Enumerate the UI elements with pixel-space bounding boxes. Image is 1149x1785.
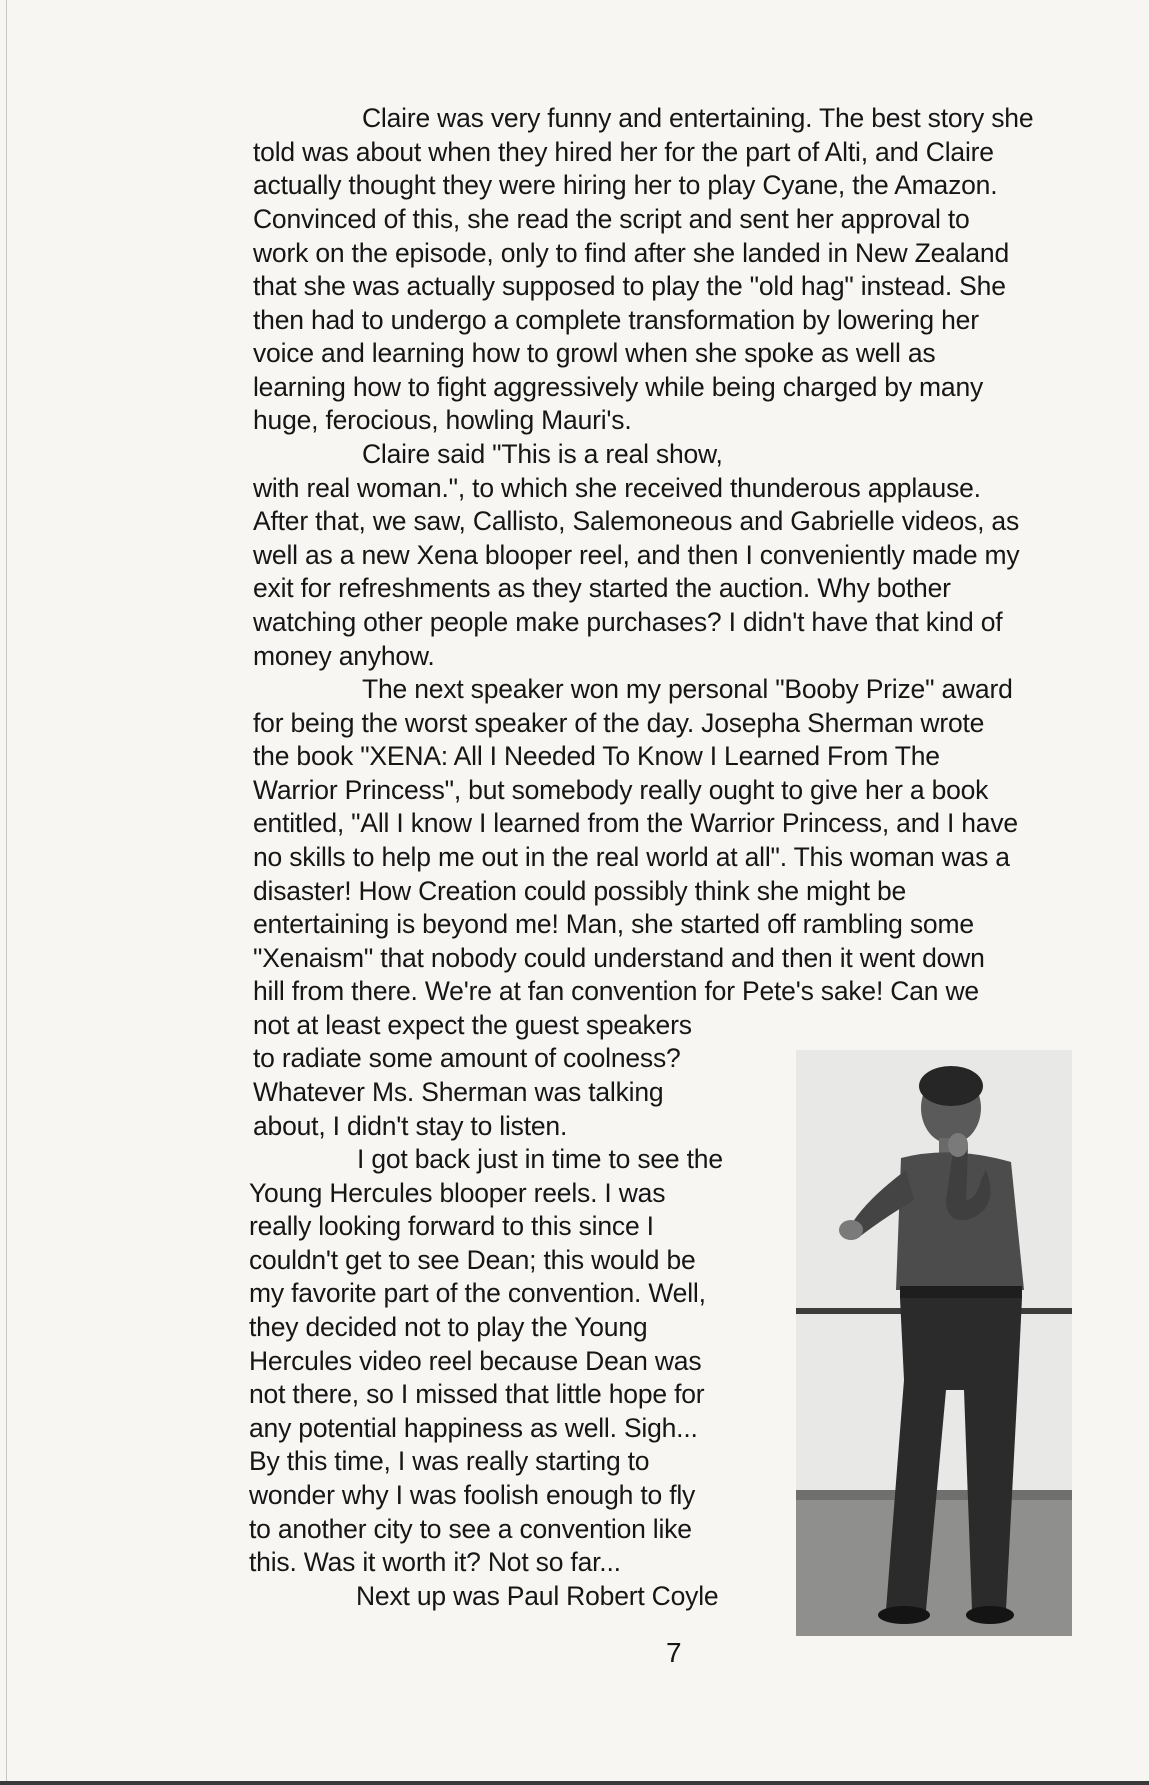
text-line: Young Hercules blooper reels. I was xyxy=(249,1178,666,1208)
text-line: huge, ferocious, howling Mauri's. xyxy=(253,405,632,435)
text-line: "Xenaism" that nobody could understand and then it went down xyxy=(253,943,985,973)
text-line: exit for refreshments as they started the auction. Why bother xyxy=(253,573,951,603)
text-line: with real woman.", to which she received thunderous applause. xyxy=(253,473,981,503)
text-line: Convinced of this, she read the script and sent her approval to xyxy=(253,204,970,234)
text-line: this. Was it worth it? Not so far... xyxy=(249,1547,621,1577)
text-line: I got back just in time to see the xyxy=(357,1144,723,1174)
text-line: By this time, I was really starting to xyxy=(249,1446,650,1476)
page-edge xyxy=(6,0,7,1785)
text-line: told was about when they hired her for the part of Alti, and Claire xyxy=(253,137,994,167)
text-line: The next speaker won my personal "Booby Prize" award xyxy=(362,674,1013,704)
text-line: actually thought they were hiring her to play Cyane, the Amazon. xyxy=(253,170,998,200)
text-line: about, I didn't stay to listen. xyxy=(253,1111,568,1141)
text-line: money anyhow. xyxy=(253,641,435,671)
speaker-photo xyxy=(796,1050,1072,1636)
text-line: they decided not to play the Young xyxy=(249,1312,648,1342)
text-line: wonder why I was foolish enough to fly xyxy=(249,1480,696,1510)
text-line: learning how to fight aggressively while being charged by many xyxy=(253,372,984,402)
text-line: entertaining is beyond me! Man, she started off rambling some xyxy=(253,909,974,939)
text-line: Warrior Princess", but somebody really ought to give her a book xyxy=(253,775,989,805)
text-line: not at least expect the guest speakers xyxy=(253,1010,692,1040)
text-line: Next up was Paul Robert Coyle xyxy=(356,1581,719,1611)
text-line: Hercules video reel because Dean was xyxy=(249,1346,702,1376)
text-line: entitled, "All I know I learned from the Warrior Princess, and I have xyxy=(253,808,1018,838)
text-line: to radiate some amount of coolness? xyxy=(253,1043,681,1073)
text-line: really looking forward to this since I xyxy=(249,1211,654,1241)
bottom-edge-line xyxy=(0,1781,1149,1785)
text-line: that she was actually supposed to play the "old hag" instead. She xyxy=(253,271,1006,301)
text-line: watching other people make purchases? I didn't have that kind of xyxy=(253,607,1003,637)
text-line: well as a new Xena blooper reel, and then I conveniently made my xyxy=(253,540,1020,570)
text-line: the book "XENA: All I Needed To Know I Learned From The xyxy=(253,741,940,771)
text-line: to another city to see a convention like xyxy=(249,1514,692,1544)
text-line: voice and learning how to growl when she spoke as well as xyxy=(253,338,936,368)
text-line: Claire was very funny and entertaining. The best story she xyxy=(362,103,1034,133)
text-line: disaster! How Creation could possibly think she might be xyxy=(253,876,907,906)
page-number: 7 xyxy=(666,1637,682,1668)
text-line: work on the episode, only to find after she landed in New Zealand xyxy=(253,238,1009,268)
text-line: no skills to help me out in the real world at all". This woman was a xyxy=(253,842,1010,872)
text-line: my favorite part of the convention. Well, xyxy=(249,1278,706,1308)
speaker-figure-illustration xyxy=(796,1050,1072,1636)
text-line: then had to undergo a complete transformation by lowering her xyxy=(253,305,979,335)
text-line: Whatever Ms. Sherman was talking xyxy=(253,1077,664,1107)
text-line: not there, so I missed that little hope for xyxy=(249,1379,705,1409)
text-line: hill from there. We're at fan convention for Pete's sake! Can we xyxy=(253,976,979,1006)
text-line: After that, we saw, Callisto, Salemoneous and Gabrielle videos, as xyxy=(253,506,1020,536)
text-line: Claire said "This is a real show, xyxy=(362,439,723,469)
text-line: for being the worst speaker of the day. Josepha Sherman wrote xyxy=(253,708,985,738)
text-line: any potential happiness as well. Sigh... xyxy=(249,1413,698,1443)
text-line: couldn't get to see Dean; this would be xyxy=(249,1245,696,1275)
